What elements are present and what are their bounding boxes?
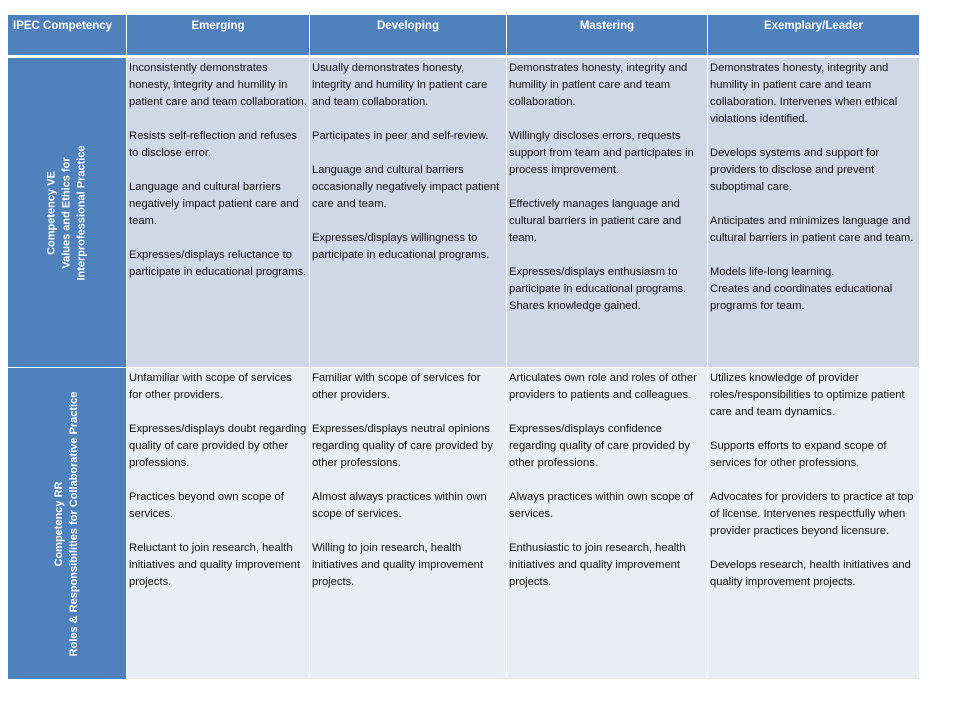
criterion-text: Expresses/displays enthusiasm to participate in educational programs. Shares knowledge gained. — [509, 266, 687, 312]
cell-ve-emerging — [127, 58, 310, 368]
criterion-text: Models life-long learning. — [710, 266, 835, 278]
cell-ve-exemplary — [708, 58, 920, 368]
row-title-line: Competency RR — [53, 481, 65, 566]
header-emerging: Emerging — [127, 15, 310, 58]
criterion-text: Creates and coordinates educational programs for team. — [710, 283, 893, 312]
criterion-text: Language and cultural barriers occasionally negatively impact patient care and team. — [312, 164, 500, 210]
criterion-text: Enthusiastic to join research, health initiatives and quality improvement projects. — [509, 542, 686, 588]
criterion-text: Demonstrates honesty, integrity and humility in patient care and team collaboration. — [509, 62, 688, 108]
header-mastering: Mastering — [507, 15, 708, 58]
criterion-text: Expresses/displays willingness to participate in educational programs. — [312, 232, 490, 261]
criterion-text: Practices beyond own scope of services. — [129, 491, 284, 520]
criterion-text: Unfamiliar with scope of services for other providers. — [129, 372, 292, 401]
header-developing: Developing — [310, 15, 507, 58]
criterion-text: Language and cultural barriers negatively impact patient care and team. — [129, 181, 299, 227]
criterion-text: Always practices within own scope of services. — [509, 491, 694, 520]
criterion-text: Effectively manages language and cultural barriers in patient care and team. — [509, 198, 682, 244]
criterion-text: Participates in peer and self-review. — [312, 130, 489, 142]
criterion-text: Almost always practices within own scope of services. — [312, 491, 487, 520]
criterion-text: Demonstrates honesty, integrity and humility in patient care and team collaboration. Intervenes when ethical violations identified. — [710, 62, 898, 125]
header-exemplary-leader: Exemplary/Leader — [708, 15, 920, 58]
cell-rr-developing — [310, 368, 507, 680]
criterion-text: Usually demonstrates honesty, integrity and humility in patient care and team collaboration. — [312, 62, 488, 108]
criterion-text: Anticipates and minimizes language and cultural barriers in patient care and team. — [710, 215, 914, 244]
criterion-text: Develops systems and support for providers to disclose and prevent suboptimal care. — [710, 147, 880, 193]
criterion-text: Develops research, health initiatives and quality improvement projects. — [710, 559, 911, 588]
cell-ve-mastering — [507, 58, 708, 368]
row-title-line: Interprofessional Practice — [75, 144, 88, 281]
competency-rubric-table — [8, 15, 920, 680]
criterion-text: Supports efforts to expand scope of services for other professions. — [710, 440, 887, 469]
criterion-text: Expresses/displays confidence regarding quality of care provided by other professions. — [509, 423, 690, 469]
cell-rr-exemplary — [708, 368, 920, 680]
row-title-line: Roles & Responsibilities for Collaborative Practice — [68, 391, 80, 656]
cell-ve-developing — [310, 58, 507, 368]
criterion-text: Reluctant to join research, health initiatives and quality improvement projects. — [129, 542, 301, 588]
criterion-text: Expresses/displays neutral opinions regarding quality of care provided by other professions. — [312, 423, 493, 469]
criterion-text: Inconsistently demonstrates honesty, integrity and humility in patient care and team collaboration. — [129, 62, 307, 108]
criterion-text: Expresses/displays doubt regarding quality of care provided by other professions. — [129, 423, 307, 469]
row-header-roles-responsibilities — [8, 368, 127, 680]
cell-rr-emerging — [127, 368, 310, 680]
row-title-line: Values and Ethics for — [60, 156, 73, 269]
criterion-text: Resists self-reflection and refuses to disclose error. — [129, 130, 297, 159]
row-title-line: Competency VE — [45, 170, 58, 255]
cell-rr-mastering — [507, 368, 708, 680]
header-ipec-competency: IPEC Competency — [8, 15, 127, 58]
criterion-text: Willingly discloses errors, requests support from team and participates in process improvement. — [509, 130, 694, 176]
criterion-text: Advocates for providers to practice at top of license. Intervenes respectfully when provider practices beyond licensure. — [710, 491, 914, 537]
criterion-text: Utilizes knowledge of provider roles/responsibilities to optimize patient care and team dynamics. — [710, 372, 905, 418]
row-header-values-ethics — [8, 58, 127, 368]
criterion-text: Expresses/displays reluctance to participate in educational programs. — [129, 249, 307, 278]
criterion-text: Articulates own role and roles of other providers to patients and colleagues. — [509, 372, 697, 401]
criterion-text: Familiar with scope of services for other providers. — [312, 372, 481, 401]
criterion-text: Willing to join research, health initiatives and quality improvement projects. — [312, 542, 484, 588]
